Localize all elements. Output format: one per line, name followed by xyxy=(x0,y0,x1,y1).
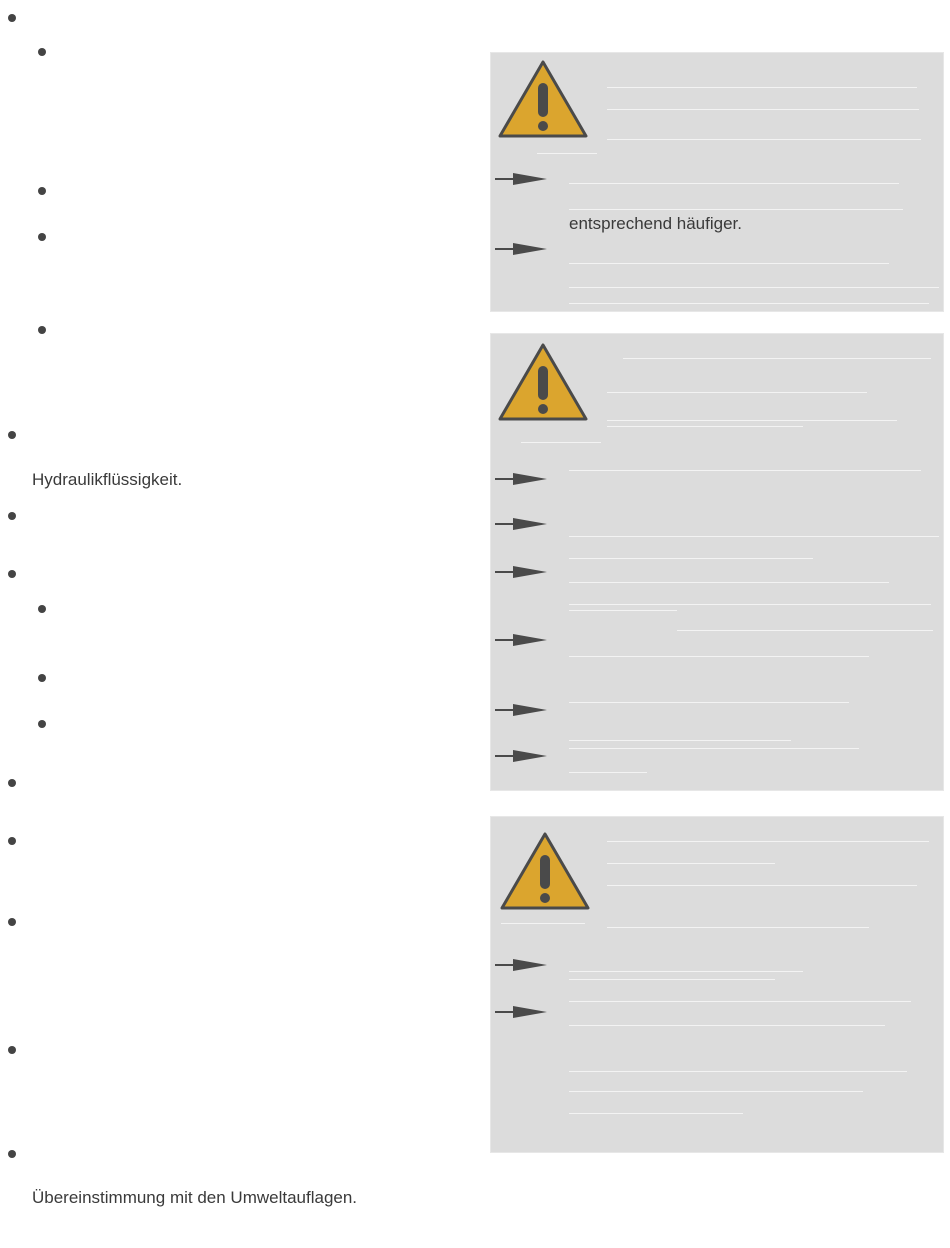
bullet xyxy=(8,779,16,787)
hydraulic-fluid-text: Hydraulikflüssigkeit. xyxy=(32,470,183,489)
bullet xyxy=(38,48,46,56)
arrow-right-icon xyxy=(495,1004,547,1020)
bullet xyxy=(8,570,16,578)
bullet xyxy=(8,512,16,520)
bullet xyxy=(38,605,46,613)
warning-panel xyxy=(490,333,944,791)
arrow-right-icon xyxy=(495,632,547,648)
bullet xyxy=(8,431,16,439)
bullet xyxy=(38,326,46,334)
bullet xyxy=(8,1046,16,1054)
environment-text: Übereinstimmung mit den Umweltauflagen. xyxy=(32,1188,358,1207)
warning-panel xyxy=(490,52,944,312)
bullet xyxy=(38,187,46,195)
bullet xyxy=(8,918,16,926)
arrow-right-icon xyxy=(495,564,547,580)
arrow-right-icon xyxy=(495,171,547,187)
bullet xyxy=(38,674,46,682)
arrow-right-icon xyxy=(495,471,547,487)
arrow-right-icon xyxy=(495,957,547,973)
bullet xyxy=(8,837,16,845)
arrow-right-icon xyxy=(495,241,547,257)
arrow-right-icon xyxy=(495,748,547,764)
warning-panel xyxy=(490,816,944,1153)
bullet xyxy=(38,720,46,728)
arrow-right-icon xyxy=(495,516,547,532)
bullet xyxy=(8,1150,16,1158)
bullet xyxy=(8,14,16,22)
bullet xyxy=(38,233,46,241)
warning-instruction-text: entsprechend häufiger. xyxy=(569,214,742,233)
warning-triangle-icon xyxy=(497,342,589,422)
arrow-right-icon xyxy=(495,702,547,718)
warning-triangle-icon xyxy=(499,831,591,911)
warning-triangle-icon xyxy=(497,59,589,139)
